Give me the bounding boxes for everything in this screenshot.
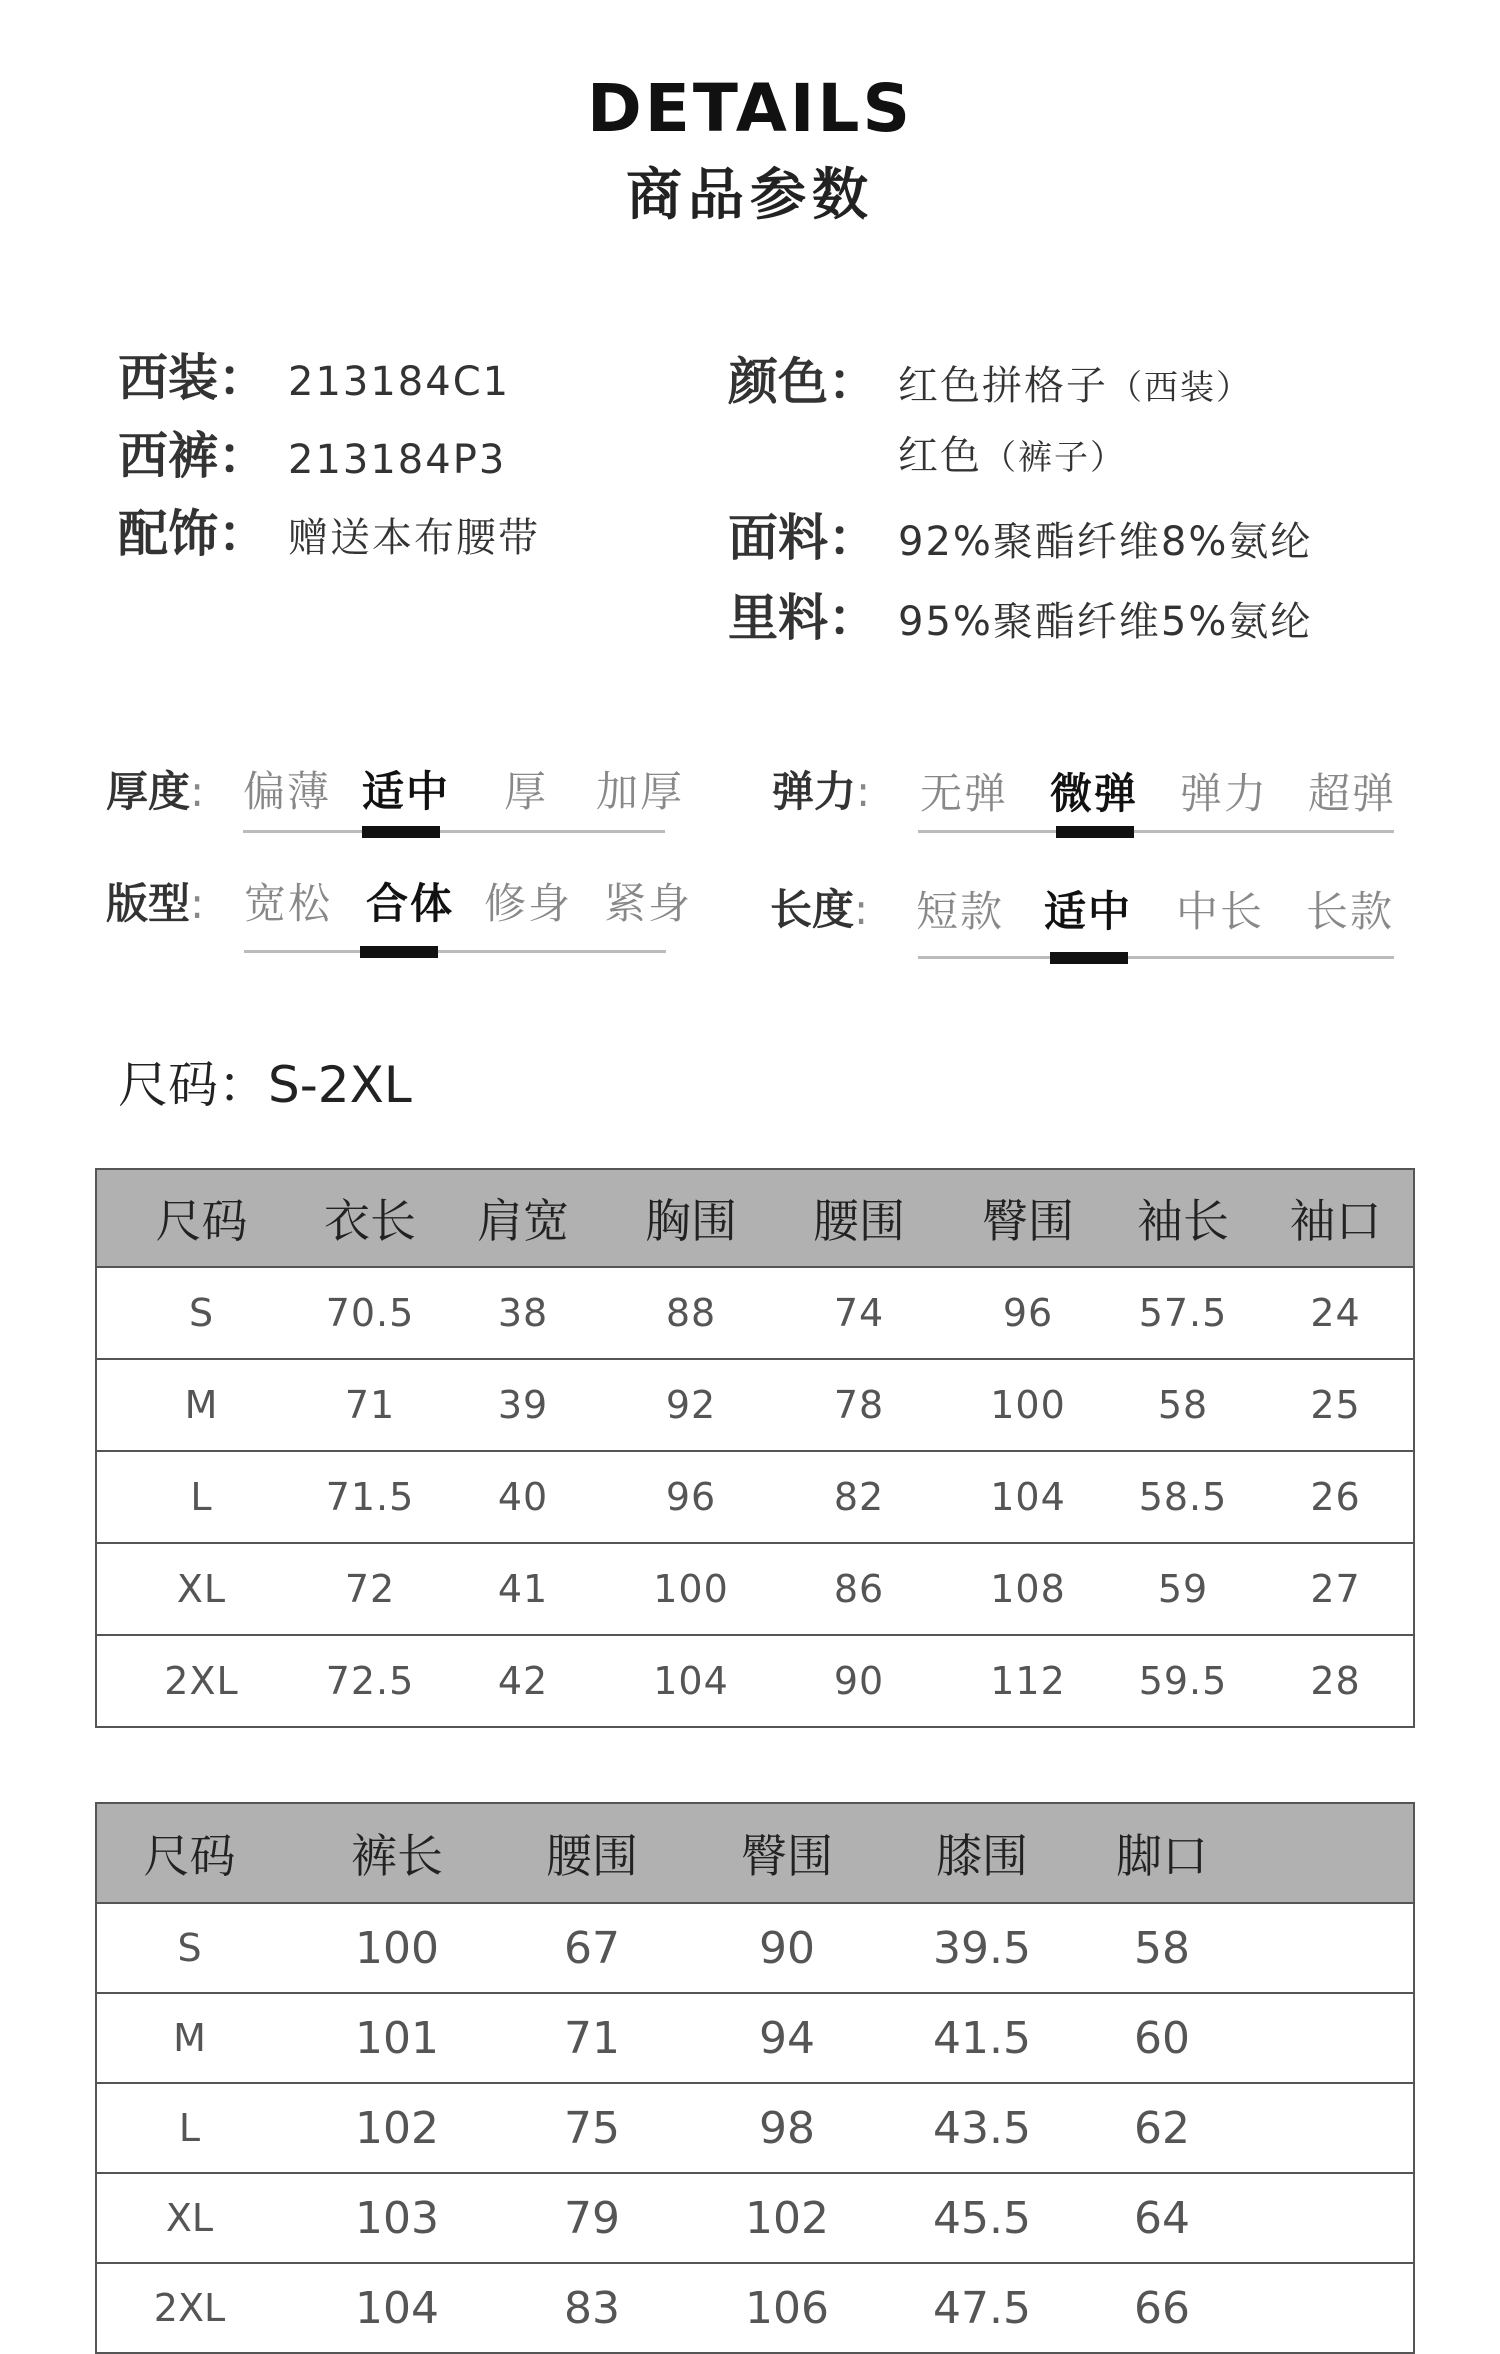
lining-value: 95%聚酯纤维5%氨纶	[898, 599, 1313, 645]
table-cell: 41	[434, 1543, 612, 1635]
table-cell: 62	[1062, 2083, 1262, 2173]
thickness-scale-line	[243, 830, 665, 833]
elasticity-selected-marker	[1056, 826, 1134, 838]
table-cell: 40	[434, 1451, 612, 1543]
table-cell: 42	[434, 1635, 612, 1727]
table-cell: 2XL	[96, 1635, 306, 1727]
table-cell: 104	[948, 1451, 1108, 1543]
table-cell: 83	[512, 2263, 672, 2353]
table-cell: 79	[512, 2173, 672, 2263]
table-cell: 106	[672, 2263, 902, 2353]
table-cell: 59.5	[1108, 1635, 1258, 1727]
table-cell: 38	[434, 1267, 612, 1359]
header-hip: 臀围	[948, 1169, 1108, 1267]
header-jacket-length: 衣长	[306, 1169, 434, 1267]
header-knee: 膝围	[902, 1803, 1062, 1903]
table-cell: XL	[96, 2173, 282, 2263]
thickness-option-thick: 厚	[504, 767, 549, 816]
table-cell: 59	[1108, 1543, 1258, 1635]
table-cell: 98	[672, 2083, 902, 2173]
table-cell: 58	[1062, 1903, 1262, 1993]
table-cell: 75	[512, 2083, 672, 2173]
table-cell: 57.5	[1108, 1267, 1258, 1359]
table-cell: 90	[672, 1903, 902, 1993]
fit-option-slim: 修身	[484, 879, 573, 928]
suit-code-value: 213184C1	[288, 359, 511, 405]
table-cell: 100	[282, 1903, 512, 1993]
table-cell: 71	[512, 1993, 672, 2083]
table-row	[96, 1903, 1414, 1993]
lining-label: 里料：	[728, 589, 878, 647]
table-cell: 47.5	[902, 2263, 1062, 2353]
table-row	[96, 1451, 1414, 1543]
table-cell: 2XL	[96, 2263, 282, 2353]
page-title-cn: 商品参数	[626, 163, 874, 228]
table-cell: S	[96, 1903, 282, 1993]
table-cell: 71.5	[306, 1451, 434, 1543]
table-cell: 70.5	[306, 1267, 434, 1359]
header-pants-length: 裤长	[282, 1803, 512, 1903]
length-selected-marker	[1050, 952, 1128, 964]
color-note-suit: （西装）	[1108, 368, 1252, 408]
length-option-medium: 适中	[1044, 887, 1133, 936]
fit-option-regular: 合体	[366, 879, 455, 928]
color-label: 颜色：	[728, 353, 878, 411]
table-cell: 100	[948, 1359, 1108, 1451]
elasticity-option-none: 无弹	[920, 769, 1009, 818]
table-cell: 43.5	[902, 2083, 1062, 2173]
fit-scale-line	[244, 950, 666, 953]
table-cell: 108	[948, 1543, 1108, 1635]
table-cell: 72.5	[306, 1635, 434, 1727]
table-cell: 27	[1258, 1543, 1414, 1635]
table-header-row	[96, 1169, 1414, 1267]
table-cell: 60	[1062, 1993, 1262, 2083]
table-cell: 58	[1108, 1359, 1258, 1451]
table-cell: 74	[770, 1267, 948, 1359]
table-cell: 104	[612, 1635, 770, 1727]
table-row	[96, 1543, 1414, 1635]
table-cell: 71	[306, 1359, 434, 1451]
table-cell: 112	[948, 1635, 1108, 1727]
header-hem: 脚口	[1062, 1803, 1262, 1903]
thickness-option-extra-thick: 加厚	[596, 767, 685, 816]
table-cell: 96	[612, 1451, 770, 1543]
table-cell: 45.5	[902, 2173, 1062, 2263]
table-cell: 90	[770, 1635, 948, 1727]
length-label: 长度:	[770, 885, 869, 934]
thickness-option-thin: 偏薄	[243, 767, 332, 816]
header-waist: 腰围	[512, 1803, 672, 1903]
table-cell: 103	[282, 2173, 512, 2263]
table-cell: M	[96, 1993, 282, 2083]
table-cell: 39	[434, 1359, 612, 1451]
table-cell: 25	[1258, 1359, 1414, 1451]
accessory-label: 配饰：	[118, 505, 268, 563]
table-row	[96, 2083, 1414, 2173]
table-cell: 104	[282, 2263, 512, 2353]
fabric-label: 面料：	[728, 509, 878, 567]
header-empty	[1262, 1803, 1414, 1903]
jacket-size-table	[95, 1168, 1415, 1728]
color-note-pants: （裤子）	[982, 438, 1126, 478]
table-row	[96, 2173, 1414, 2263]
thickness-selected-marker	[362, 826, 440, 838]
table-cell: 92	[612, 1359, 770, 1451]
header-hip: 臀围	[672, 1803, 902, 1903]
elasticity-option-elastic: 弹力	[1180, 769, 1269, 818]
table-cell: M	[96, 1359, 306, 1451]
elasticity-label: 弹力:	[772, 767, 871, 816]
header-size: 尺码	[96, 1169, 306, 1267]
table-cell: 82	[770, 1451, 948, 1543]
fit-selected-marker	[360, 946, 438, 958]
table-cell: 28	[1258, 1635, 1414, 1727]
table-row	[96, 1359, 1414, 1451]
table-row	[96, 1635, 1414, 1727]
table-cell	[1262, 2263, 1414, 2353]
color-value-line1: 红色拼格子（西装）	[898, 363, 1252, 409]
suit-code-label: 西装：	[118, 349, 268, 407]
elasticity-scale-line	[918, 830, 1394, 833]
table-cell: L	[96, 1451, 306, 1543]
table-cell	[1262, 2083, 1414, 2173]
table-row	[96, 1267, 1414, 1359]
length-option-mid-long: 中长	[1176, 887, 1265, 936]
pants-code-value: 213184P3	[288, 437, 507, 483]
table-cell	[1262, 1993, 1414, 2083]
color-value-line2: 红色（裤子）	[898, 433, 1126, 479]
header-cuff: 袖口	[1258, 1169, 1414, 1267]
table-cell: S	[96, 1267, 306, 1359]
pants-size-table	[95, 1802, 1415, 2354]
table-cell: L	[96, 2083, 282, 2173]
table-header-row	[96, 1803, 1414, 1903]
length-scale-line	[918, 956, 1394, 959]
table-cell: 100	[612, 1543, 770, 1635]
table-cell: 26	[1258, 1451, 1414, 1543]
table-row	[96, 1993, 1414, 2083]
length-option-short: 短款	[916, 887, 1005, 936]
fit-label: 版型:	[106, 879, 205, 928]
table-cell: 58.5	[1108, 1451, 1258, 1543]
table-cell: 102	[672, 2173, 902, 2263]
size-range: 尺码：S-2XL	[118, 1056, 412, 1114]
table-cell	[1262, 2173, 1414, 2263]
accessory-value: 赠送本布腰带	[288, 515, 540, 561]
page-title-en: DETAILS	[587, 70, 913, 147]
elasticity-option-slight: 微弹	[1050, 769, 1139, 818]
table-cell: 88	[612, 1267, 770, 1359]
header-sleeve-length: 袖长	[1108, 1169, 1258, 1267]
table-cell	[1262, 1903, 1414, 1993]
fit-option-loose: 宽松	[244, 879, 333, 928]
table-cell: 86	[770, 1543, 948, 1635]
table-cell: 41.5	[902, 1993, 1062, 2083]
table-cell: 96	[948, 1267, 1108, 1359]
fit-option-tight: 紧身	[604, 879, 693, 928]
thickness-option-medium: 适中	[362, 767, 451, 816]
table-cell: 24	[1258, 1267, 1414, 1359]
elasticity-option-super: 超弹	[1308, 769, 1397, 818]
table-cell: 72	[306, 1543, 434, 1635]
table-cell: 102	[282, 2083, 512, 2173]
table-row	[96, 2263, 1414, 2353]
table-cell: 66	[1062, 2263, 1262, 2353]
table-cell: 64	[1062, 2173, 1262, 2263]
table-cell: 78	[770, 1359, 948, 1451]
table-cell: 39.5	[902, 1903, 1062, 1993]
table-cell: XL	[96, 1543, 306, 1635]
length-option-long: 长款	[1306, 887, 1395, 936]
pants-code-label: 西裤：	[118, 427, 268, 485]
thickness-label: 厚度:	[106, 767, 205, 816]
header-size: 尺码	[96, 1803, 282, 1903]
table-cell: 94	[672, 1993, 902, 2083]
header-chest: 胸围	[612, 1169, 770, 1267]
header-waist: 腰围	[770, 1169, 948, 1267]
fabric-value: 92%聚酯纤维8%氨纶	[898, 519, 1313, 565]
table-cell: 67	[512, 1903, 672, 1993]
header-shoulder: 肩宽	[434, 1169, 612, 1267]
table-cell: 101	[282, 1993, 512, 2083]
